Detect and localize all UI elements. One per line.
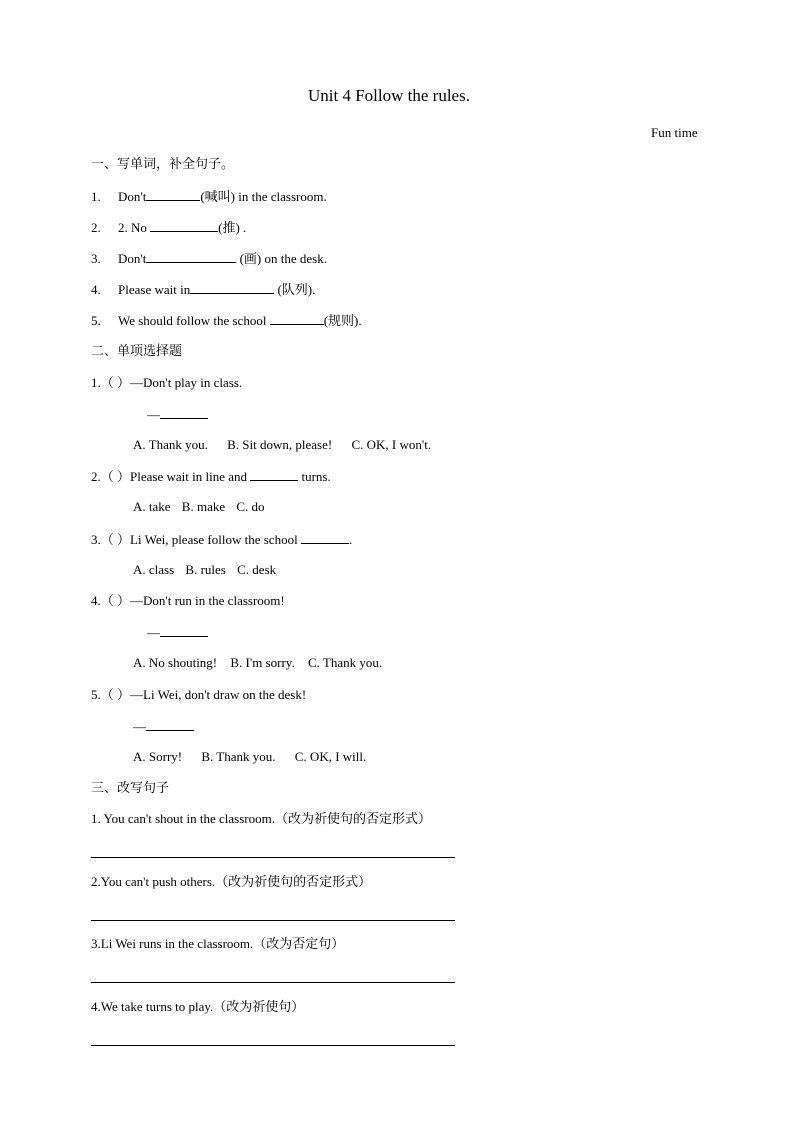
item-number: 3. [91, 251, 101, 266]
q5-options [133, 749, 366, 765]
question-number: 3.（ ） [91, 532, 131, 547]
s3-item-2: 2.You can't push others.（改为祈使句的否定形式） [91, 874, 372, 889]
s1-item-5: 5. We should follow the school (规则). [91, 313, 362, 328]
question-number: 4.（ ） [91, 593, 131, 608]
s1-item-2: 2. 2. No (推) . [91, 220, 247, 235]
option[interactable]: A. class [133, 562, 175, 577]
blank[interactable] [146, 718, 194, 731]
section1-heading: 一、写单词，补全句子。 [91, 156, 235, 171]
question-number: 1.（ ） [91, 375, 131, 390]
blank[interactable] [150, 219, 218, 232]
option[interactable]: B. make [181, 499, 226, 514]
q5-stem: 5.（ ）—Li Wei, don't draw on the desk! [91, 687, 307, 702]
q1-options [133, 437, 431, 453]
option[interactable]: C. Thank you. [307, 655, 383, 670]
blank[interactable] [146, 188, 200, 201]
q3-options [133, 562, 276, 578]
option[interactable]: A. Thank you. [133, 437, 208, 452]
s3-item-4: 4.We take turns to play.（改为祈使句） [91, 999, 305, 1014]
answer-line[interactable] [91, 1045, 455, 1046]
q2-stem: 2.（ ）Please wait in line and turns. [91, 469, 331, 484]
option[interactable]: B. Thank you. [201, 749, 276, 764]
q4-options [133, 655, 382, 671]
q1-reply: — [147, 406, 208, 423]
question-number: 2.（ ） [91, 469, 131, 484]
blank[interactable] [160, 624, 208, 637]
page-subtitle: Fun time [651, 125, 698, 140]
s1-item-4: 4. Please wait in (队列). [91, 282, 316, 297]
section2-heading: 二、单项选择题 [91, 343, 183, 358]
blank[interactable] [301, 531, 349, 544]
blank[interactable] [270, 312, 324, 325]
option[interactable]: A. No shouting! [133, 655, 218, 670]
blank[interactable] [250, 468, 298, 481]
answer-line[interactable] [91, 982, 455, 983]
option[interactable]: C. OK, I won't. [351, 437, 432, 452]
s1-item-1: 1. Don't (喊叫) in the classroom. [91, 189, 327, 204]
q5-reply: — [133, 718, 194, 735]
blank[interactable] [160, 406, 208, 419]
option[interactable]: A. Sorry! [133, 749, 183, 764]
q3-stem: 3.（ ）Li Wei, please follow the school . [91, 532, 353, 547]
option[interactable]: C. do [236, 499, 265, 514]
answer-line[interactable] [91, 857, 455, 858]
question-number: 5.（ ） [91, 687, 131, 702]
q4-reply: — [147, 624, 208, 641]
blank[interactable] [190, 281, 274, 294]
option[interactable]: A. take [133, 499, 171, 514]
option[interactable]: B. I'm sorry. [230, 655, 295, 670]
option[interactable]: B. rules [185, 562, 226, 577]
option[interactable]: B. Sit down, please! [227, 437, 333, 452]
section3-heading: 三、改写句子 [91, 780, 170, 795]
s3-item-1: 1. You can't shout in the classroom.（改为祈使句的否定形式） [91, 811, 431, 826]
s3-item-3: 3.Li Wei runs in the classroom.（改为否定句） [91, 936, 345, 951]
item-number: 5. [91, 313, 101, 328]
blank[interactable] [146, 250, 236, 263]
q4-stem: 4.（ ）—Don't run in the classroom! [91, 593, 285, 608]
q1-stem: 1.（ ）—Don't play in class. [91, 375, 243, 390]
option[interactable]: C. desk [237, 562, 277, 577]
answer-line[interactable] [91, 920, 455, 921]
q2-options [133, 499, 265, 515]
page-title: Unit 4 Follow the rules. [308, 86, 470, 105]
option[interactable]: C. OK, I will. [294, 749, 367, 764]
item-number: 4. [91, 282, 101, 297]
s1-item-3: 3. Don't (画) on the desk. [91, 251, 327, 266]
item-number: 1. [91, 189, 101, 204]
item-number: 2. [91, 220, 101, 235]
